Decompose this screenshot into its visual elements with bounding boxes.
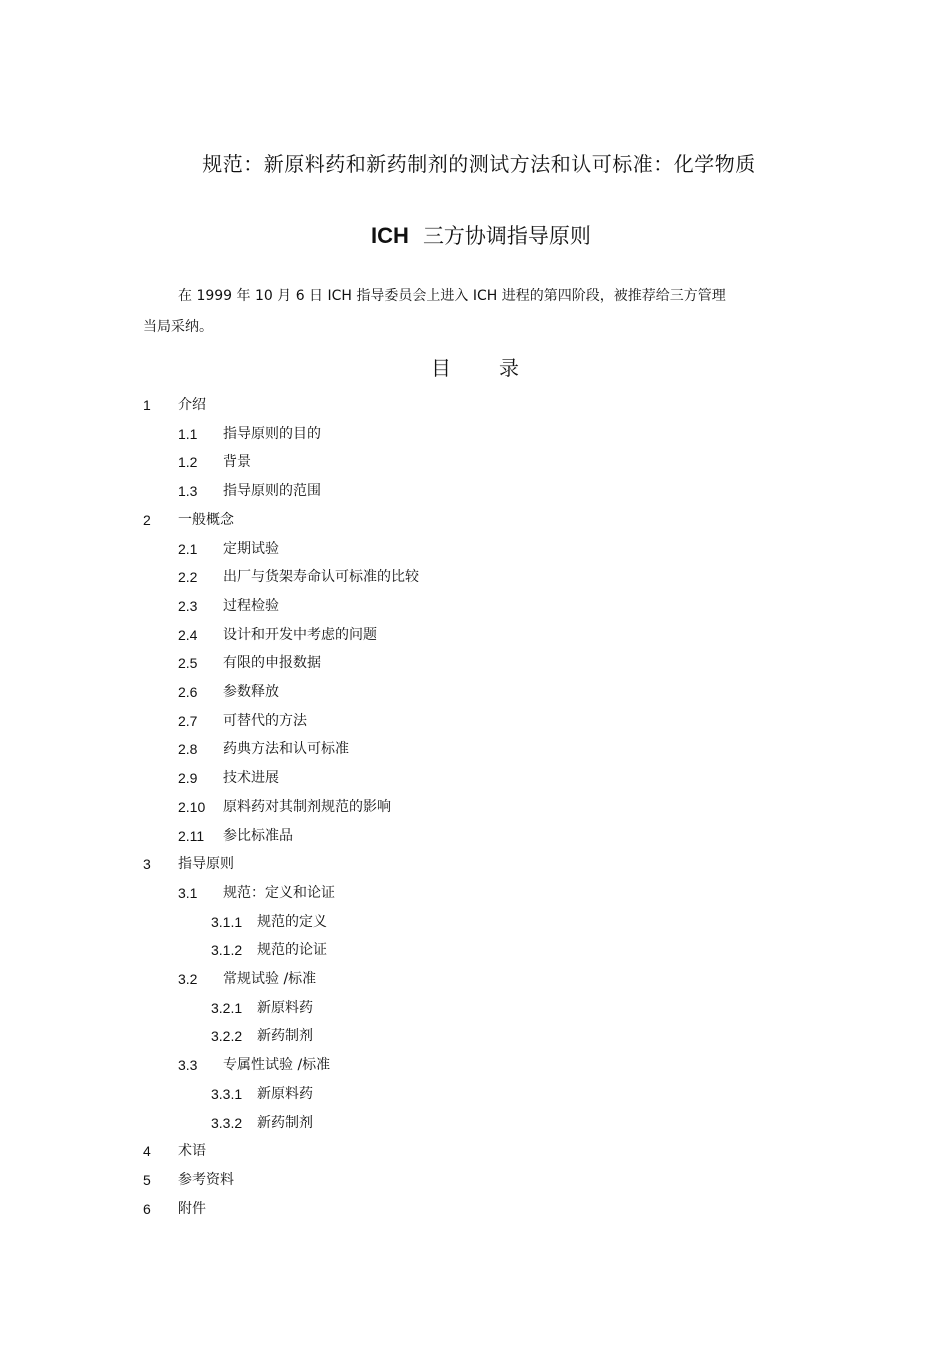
toc-entry-number: 2.5 (178, 655, 198, 672)
subtitle-prefix: ICH (371, 223, 409, 248)
toc-entry-number: 3.3 (178, 1057, 198, 1074)
toc-entry-number: 1.1 (178, 425, 198, 442)
toc-entry-label: 规范的定义 (257, 913, 327, 930)
toc-entry-label: 指导原则的范围 (223, 483, 321, 500)
toc-entry-label: 指导原则的目的 (223, 425, 321, 442)
toc-entry-label: 技术进展 (223, 770, 279, 787)
toc-entry-number: 2 (143, 511, 151, 528)
intro-line-1: 在 1999 年 10 月 6 日 ICH 指导委员会上进入 ICH 进程的第四阶段，被推荐给三方管理 (178, 288, 726, 304)
toc-entry-label: 定期试验 (223, 540, 279, 557)
toc-entry-label: 新原料药 (257, 1085, 313, 1102)
toc-entry-label: 常规试验 /标准 (223, 971, 317, 987)
toc-entry-number: 2.4 (178, 626, 198, 643)
toc-entry-label: 药典方法和认可标准 (223, 741, 349, 758)
document-title: 规范：新原料药和新药制剂的测试方法和认可标准：化学物质 (202, 152, 756, 176)
toc-entry-number: 2.6 (178, 684, 198, 700)
toc-entry-label: 新原料药 (257, 999, 313, 1016)
toc-entry-number: 6 (143, 1200, 151, 1217)
toc-entry-number: 5 (143, 1171, 151, 1188)
toc-entry-number: 2.3 (178, 597, 198, 614)
toc-entry-number: 2.2 (178, 569, 198, 586)
toc-entry-label: 参数释放 (223, 684, 279, 700)
subtitle-text: 三方协调指导原则 (422, 224, 591, 248)
toc-heading: 目录 (431, 356, 567, 380)
toc-entry-number: 3.3.1 (211, 1085, 243, 1102)
toc-entry-label: 附件 (178, 1200, 206, 1217)
toc-entry-number: 3.2.1 (211, 999, 243, 1016)
toc-entry-number: 2.10 (178, 798, 206, 815)
intro-line-2: 当局采纳。 (143, 319, 213, 335)
toc-entry-label: 新药制剂 (257, 1114, 313, 1131)
toc-entry-label: 专属性试验 /标准 (223, 1057, 331, 1074)
intro-paragraph (143, 281, 793, 343)
toc-entry-number: 4 (143, 1143, 151, 1160)
toc-entry-label: 指导原则 (178, 856, 234, 873)
toc-entry-number: 3.3.2 (211, 1114, 243, 1131)
toc-entry-number: 2.8 (178, 741, 198, 758)
toc-entry-label: 规范的论证 (257, 942, 327, 959)
toc-entry-label: 设计和开发中考虑的问题 (223, 626, 377, 643)
toc-entry-number: 3.1.2 (211, 942, 243, 959)
toc-entry-number: 2.1 (178, 540, 198, 557)
toc-entry-label: 一般概念 (178, 511, 234, 528)
document-subtitle (0, 220, 950, 250)
toc-entry-label: 介绍 (178, 397, 206, 413)
toc-entry-label: 原料药对其制剂规范的影响 (223, 798, 391, 815)
toc-entry-label: 参比标准品 (223, 827, 293, 844)
toc-entry-number: 1 (143, 397, 151, 413)
toc-entry-number: 3 (143, 856, 151, 873)
toc-entry-number: 2.9 (178, 770, 198, 787)
toc-entry-number: 2.11 (178, 827, 205, 844)
toc-entry-number: 3.2 (178, 971, 198, 987)
toc-entry-number: 2.7 (178, 712, 198, 729)
toc-entry-label: 规范：定义和论证 (223, 884, 335, 901)
toc-entry-label: 有限的申报数据 (223, 655, 321, 672)
toc-entry-label: 过程检验 (223, 597, 279, 614)
toc-entry-label: 可替代的方法 (223, 712, 307, 729)
toc-entry-label: 新药制剂 (257, 1028, 313, 1045)
toc-entry-number: 1.2 (178, 454, 198, 471)
toc-entry-number: 1.3 (178, 483, 198, 500)
toc-entry-label: 参考资料 (178, 1171, 234, 1188)
toc-entry-label: 出厂与货架寿命认可标准的比较 (223, 569, 419, 586)
toc-entry-number: 3.1 (178, 884, 198, 901)
toc-entry-number: 3.2.2 (211, 1028, 243, 1045)
toc-entry-label: 术语 (178, 1143, 206, 1160)
toc-entry-number: 3.1.1 (211, 913, 243, 930)
toc-entry-label: 背景 (223, 454, 251, 471)
